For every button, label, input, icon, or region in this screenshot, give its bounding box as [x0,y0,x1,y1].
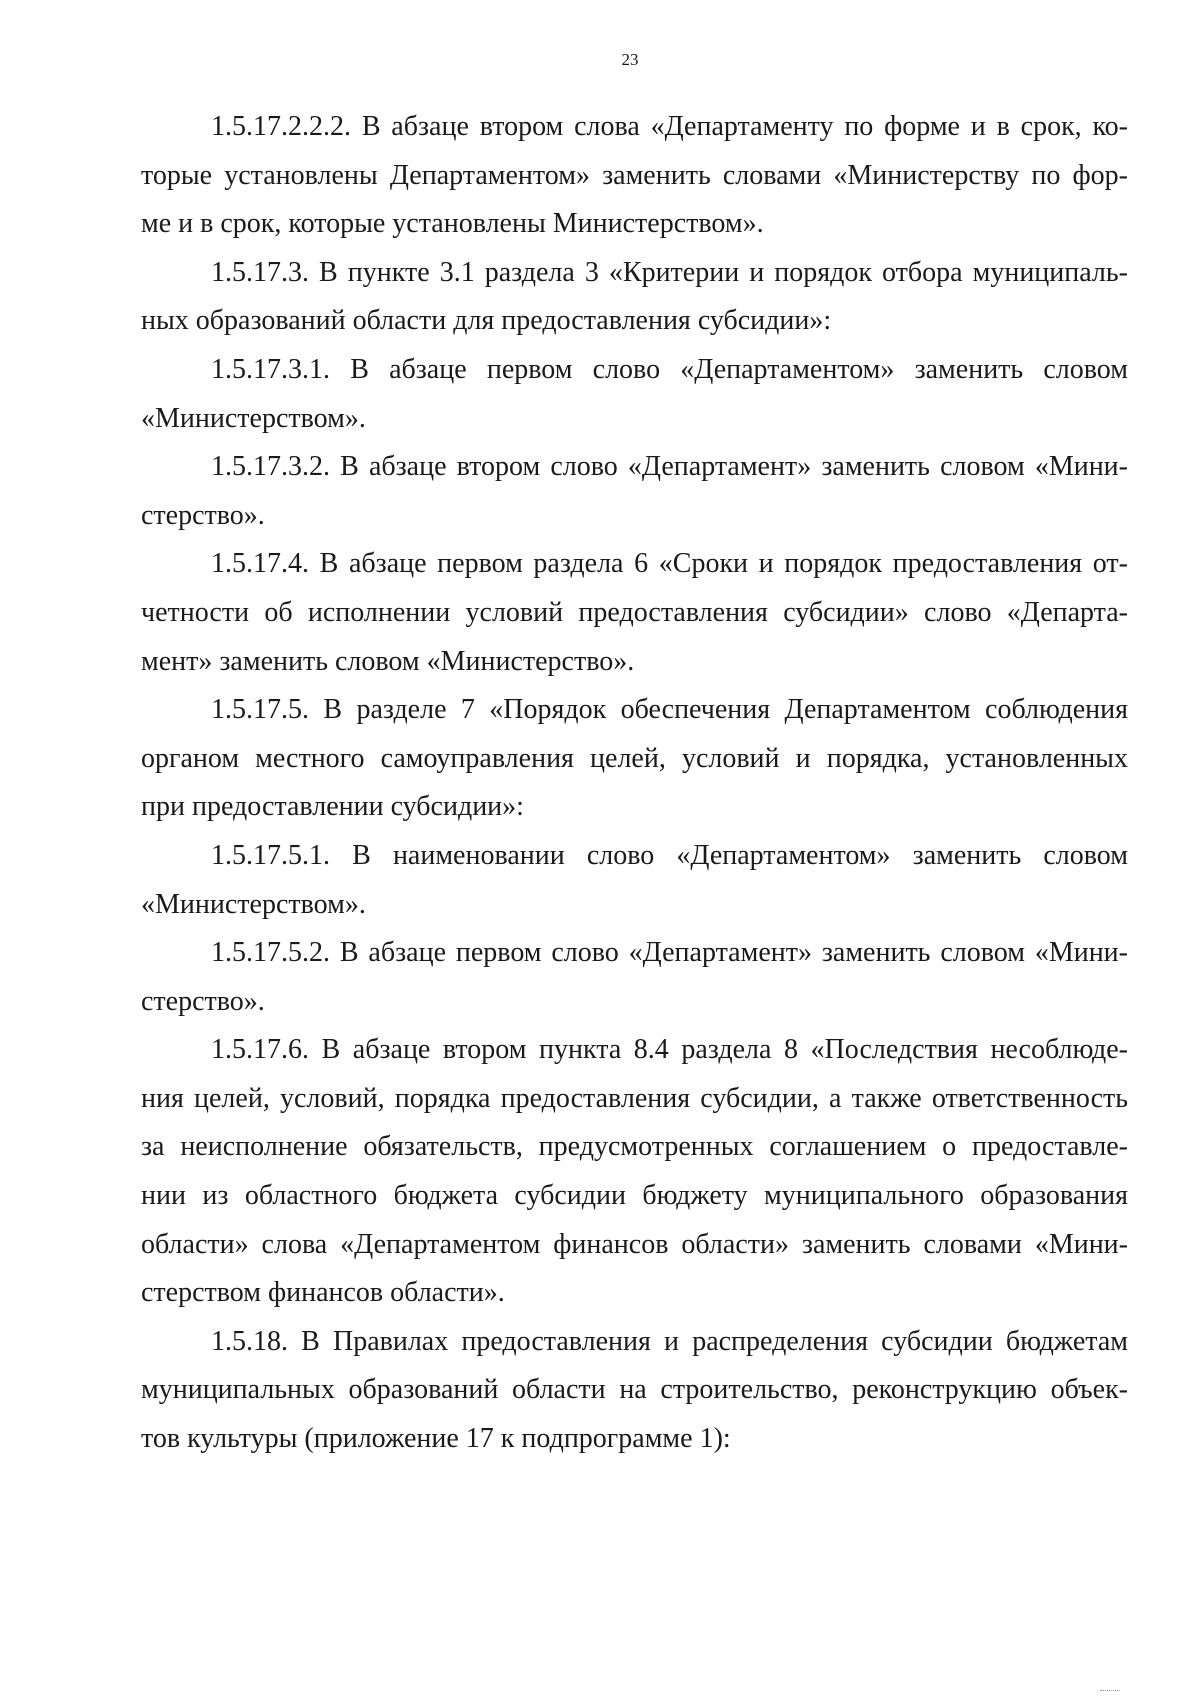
text-line: 1.5.17.2.2.2. В абзаце втором слова «Департаменту по форме и в срок, ко- [211,111,1128,142]
document-body [141,103,1128,1464]
page-number: 23 [621,50,639,69]
text-line: 1.5.17.5.2. В абзаце первом слово «Департамент» заменить словом «Мини- [211,937,1128,969]
text-line: мент» заменить словом «Министерство». [141,645,635,677]
text-line: стерством финансов области». [141,1277,505,1309]
paragraph [141,686,1128,832]
paragraph [141,103,1128,249]
paragraph [141,832,1128,929]
text-line: 1.5.17.3.1. В абзаце первом слово «Департаментом» заменить словом [211,353,1128,385]
text-line: при предоставлении субсидии»: [141,791,524,823]
text-line: ных образований области для предоставления субсидии»: [141,305,832,337]
scan-artifact [1100,1690,1120,1697]
text-line: муниципальных образований области на строительство, реконструкцию объек- [141,1374,1128,1406]
text-line: торые установлены Департаментом» заменить словами «Министерству по фор- [141,159,1128,191]
paragraph [141,443,1128,540]
text-line: четности об исполнении условий предоставления субсидии» слово «Департа- [141,596,1128,628]
text-line: 1.5.17.3. В пункте 3.1 раздела 3 «Критерии и порядок отбора муниципаль- [211,256,1128,288]
text-line: 1.5.17.3.2. В абзаце втором слово «Департамент» заменить словом «Мини- [211,451,1128,483]
text-line: за неисполнение обязательств, предусмотренных соглашением о предоставле- [141,1131,1128,1163]
text-line: 1.5.17.4. В абзаце первом раздела 6 «Сроки и порядок предоставления от- [211,548,1128,580]
text-line: стерство». [141,985,265,1017]
paragraph [141,346,1128,443]
text-line: «Министерством». [141,402,366,434]
text-line: тов культуры (приложение 17 к подпрограмме 1): [141,1423,731,1455]
text-line: органом местного самоуправления целей, условий и порядка, установленных [141,742,1128,774]
paragraph [141,929,1128,1026]
text-line: 1.5.18. В Правилах предоставления и распределения субсидии бюджетам [211,1325,1128,1357]
text-line: 1.5.17.6. В абзаце втором пункта 8.4 раздела 8 «Последствия несоблюде- [211,1034,1128,1066]
text-line: 1.5.17.5. В разделе 7 «Порядок обеспечения Департаментом соблюдения [211,694,1128,726]
text-line: нии из областного бюджета субсидии бюджету муниципального образования [141,1180,1128,1212]
text-line: ния целей, условий, порядка предоставления субсидии, а также ответственность [141,1082,1128,1114]
paragraph [141,1026,1128,1318]
paragraph [141,540,1128,686]
text-line: ме и в срок, которые установлены Министерством». [141,208,764,240]
text-line: «Министерством». [141,888,366,920]
text-line: 1.5.17.5.1. В наименовании слово «Департаментом» заменить словом [211,839,1128,871]
text-line: области» слова «Департаментом финансов области» заменить словами «Мини- [141,1228,1128,1260]
paragraph [141,249,1128,346]
text-line: стерство». [141,499,265,531]
paragraph [141,1318,1128,1464]
